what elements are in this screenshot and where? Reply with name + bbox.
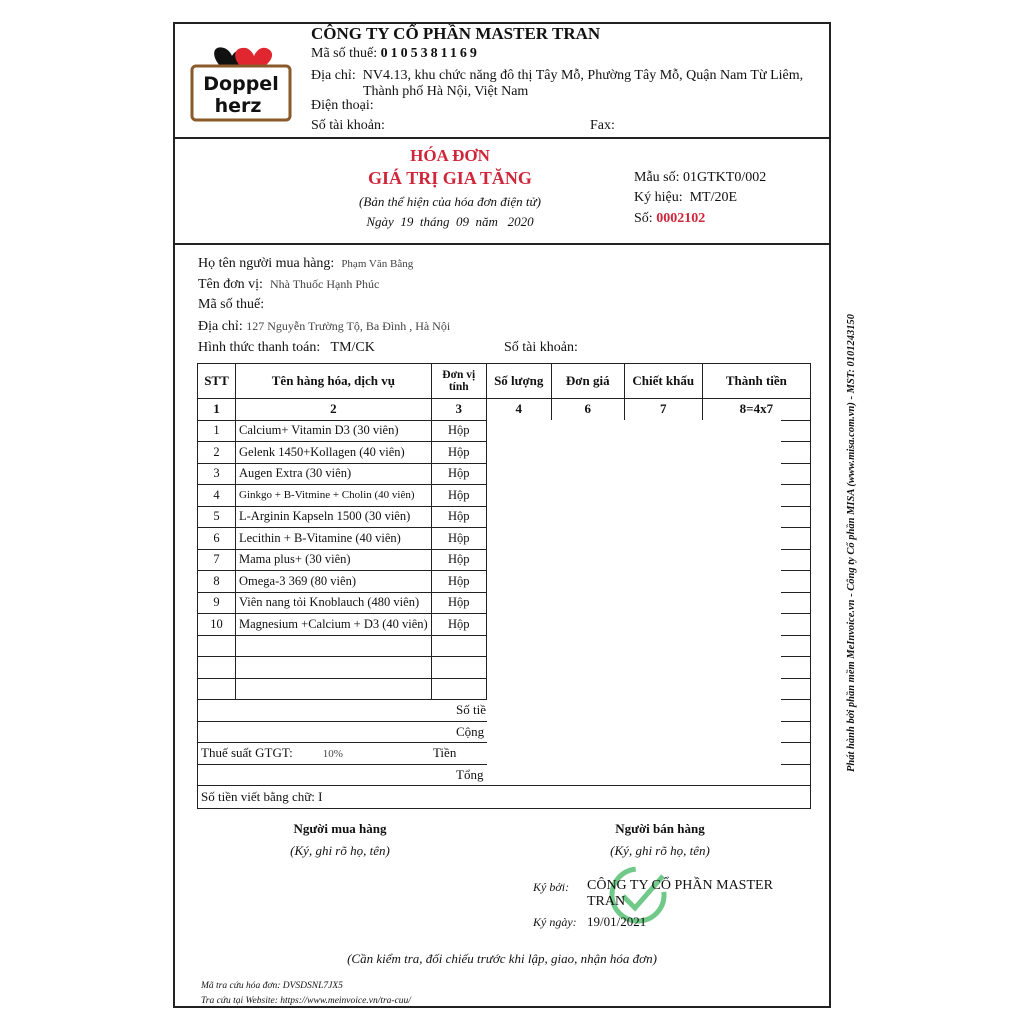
lookup-website[interactable]: Tra cứu tại Website: https://www.meinvoice.vn/tra-cuu/ (201, 996, 411, 1006)
buyer-signature-note: (Ký, ghi rõ họ, tên) (290, 843, 390, 858)
row-unit: Hộp (431, 592, 486, 614)
symbol: Ký hiệu: MT/20E (634, 190, 738, 205)
row-name: Augen Extra (30 viên) (236, 463, 432, 485)
seller-tax: Mã số thuế: 0105381169 (311, 46, 480, 61)
row-name: Omega-3 369 (80 viên) (236, 571, 432, 593)
grand-total-row: Tổng (198, 764, 811, 786)
col-stt: STT (198, 364, 236, 399)
row-stt: 10 (198, 614, 236, 636)
buyer-signature-title: Người mua hàng (293, 821, 387, 836)
signed-by-label: Ký bởi: (533, 880, 570, 894)
row-name: L-Arginin Kapseln 1500 (30 viên) (236, 506, 432, 528)
row-name: Calcium+ Vitamin D3 (30 viên) (236, 420, 432, 442)
seller-address-2: Thành phố Hà Nội, Việt Nam (363, 84, 529, 99)
svg-text:Doppel: Doppel (203, 73, 279, 95)
row-unit: Hộp (431, 528, 486, 550)
buyer-unit: Tên đơn vị: Nhà Thuốc Hạnh Phúc (198, 277, 380, 292)
footer-note: (Cần kiểm tra, đối chiếu trước khi lập, giao, nhận hóa đơn) (347, 951, 657, 966)
divider (173, 137, 831, 139)
buyer-tax: Mã số thuế: (198, 297, 265, 312)
row-unit: Hộp (431, 463, 486, 485)
invoice-subtitle: (Bản thể hiện của hóa đơn điện tử) (359, 194, 541, 209)
col-discount: Chiết khấu (624, 364, 702, 399)
seller-account: Số tài khoản: (311, 118, 385, 133)
row-unit: Hộp (431, 420, 486, 442)
col-price: Đơn giá (551, 364, 624, 399)
lookup-code: Mã tra cứu hóa đơn: DVSDSNL7JX5 (201, 981, 343, 991)
row-name: Ginkgo + B-Vitmine + Cholin (40 viên) (236, 485, 432, 507)
seller-fax: Fax: (590, 118, 615, 133)
publisher-note: Phát hành bởi phần mềm MeInvoice.vn - Công ty Cổ phần MISA (www.misa.com.vn) - MST: 0101243150 (846, 313, 857, 772)
invoice-title: HÓA ĐƠN (410, 146, 490, 165)
logo (190, 44, 292, 122)
row-name: Mama plus+ (30 viên) (236, 549, 432, 571)
svg-text:herz: herz (214, 95, 262, 117)
signed-by: CÔNG TY CỔ PHẦN MASTER TRAN (587, 878, 773, 909)
subtotal-row: Số tiề (198, 700, 811, 722)
signed-date: 19/01/2021 (587, 914, 647, 929)
vat-row: Thuế suất GTGT: 10% Tiền (198, 743, 811, 765)
row-unit: Hộp (431, 571, 486, 593)
invoice-date: Ngày 19 tháng 09 năm 2020 (366, 214, 534, 229)
row-stt: 2 (198, 442, 236, 464)
col-total: Thành tiền (702, 364, 810, 399)
row-unit: Hộp (431, 506, 486, 528)
divider (173, 243, 831, 245)
total-row: Cộng (198, 721, 811, 743)
buyer-name: Họ tên người mua hàng: Phạm Văn Bằng (198, 256, 414, 271)
invoice-number: Số: 0002102 (634, 211, 706, 226)
buyer-account: Số tài khoản: (504, 340, 578, 355)
row-name: Magnesium +Calcium + D3 (40 viên) (236, 614, 432, 636)
row-name: Lecithin + B-Vitamine (40 viên) (236, 528, 432, 550)
col-name: Tên hàng hóa, dịch vụ (236, 364, 432, 399)
seller-phone: Điện thoại: (311, 98, 374, 113)
row-name: Viên nang tỏi Knoblauch (480 viên) (236, 592, 432, 614)
seller-company: CÔNG TY CỔ PHẦN MASTER TRAN (311, 24, 601, 43)
row-stt: 6 (198, 528, 236, 550)
form-number: Mẫu số: 01GTKT0/002 (634, 170, 767, 185)
amount-in-words: Số tiền viết bằng chữ: I (198, 786, 811, 809)
row-stt: 4 (198, 485, 236, 507)
buyer-address: Địa chỉ: 127 Nguyễn Trường Tộ, Ba Đình , Hà Nội (198, 319, 451, 334)
invoice-title-2: GIÁ TRỊ GIA TĂNG (368, 168, 532, 188)
row-unit: Hộp (431, 442, 486, 464)
row-stt: 7 (198, 549, 236, 571)
seller-signature-note: (Ký, ghi rõ họ, tên) (610, 843, 710, 858)
col-qty: Số lượng (486, 364, 551, 399)
row-stt: 8 (198, 571, 236, 593)
col-unit: Đơn vị tính (431, 364, 486, 399)
items-table: STT Tên hàng hóa, dịch vụ Đơn vị tính Số lượng Đơn giá Chiết khấu Thành tiền 1 2 3 4 6 7 8=4x7 1 Calcium+ Vitamin D3 (30 viên) Hộp 2 Gelenk 1450+Kollagen (40 viên) Hộp 3 Augen Extra (30 viên) Hộp 4 Ginkgo + B-Vitmine + Cholin (40 viên) Hộp 5 L-Arginin Kapseln 1500 (30 viên) Hộp 6 Lecithin + B-Vitamine (40 viên) Hộp 7 Mama plus+ (30 viên) Hộp 8 Omega-3 369 (80 viên) Hộp 9 Viên nang tỏi Knoblauch (480 viên) Hộp 10 Magnesium +Calcium + D3 (40 viên) Hộp Số tiề Cộng Thuế suất GTGT: 10% Tiền Tổng Số tiền viết bằng chữ: I (197, 363, 811, 809)
row-stt: 9 (198, 592, 236, 614)
redacted-area (487, 420, 781, 784)
row-stt: 5 (198, 506, 236, 528)
row-name: Gelenk 1450+Kollagen (40 viên) (236, 442, 432, 464)
row-unit: Hộp (431, 614, 486, 636)
seller-address: Địa chỉ: NV4.13, khu chức năng đô thị Tây Mỗ, Phường Tây Mỗ, Quận Nam Từ Liêm, (311, 68, 804, 83)
seller-signature-title: Người bán hàng (615, 821, 705, 836)
row-stt: 1 (198, 420, 236, 442)
signed-date-label: Ký ngày: (533, 915, 577, 929)
row-unit: Hộp (431, 549, 486, 571)
row-stt: 3 (198, 463, 236, 485)
row-unit: Hộp (431, 485, 486, 507)
payment-method: Hình thức thanh toán: TM/CK (198, 340, 375, 355)
